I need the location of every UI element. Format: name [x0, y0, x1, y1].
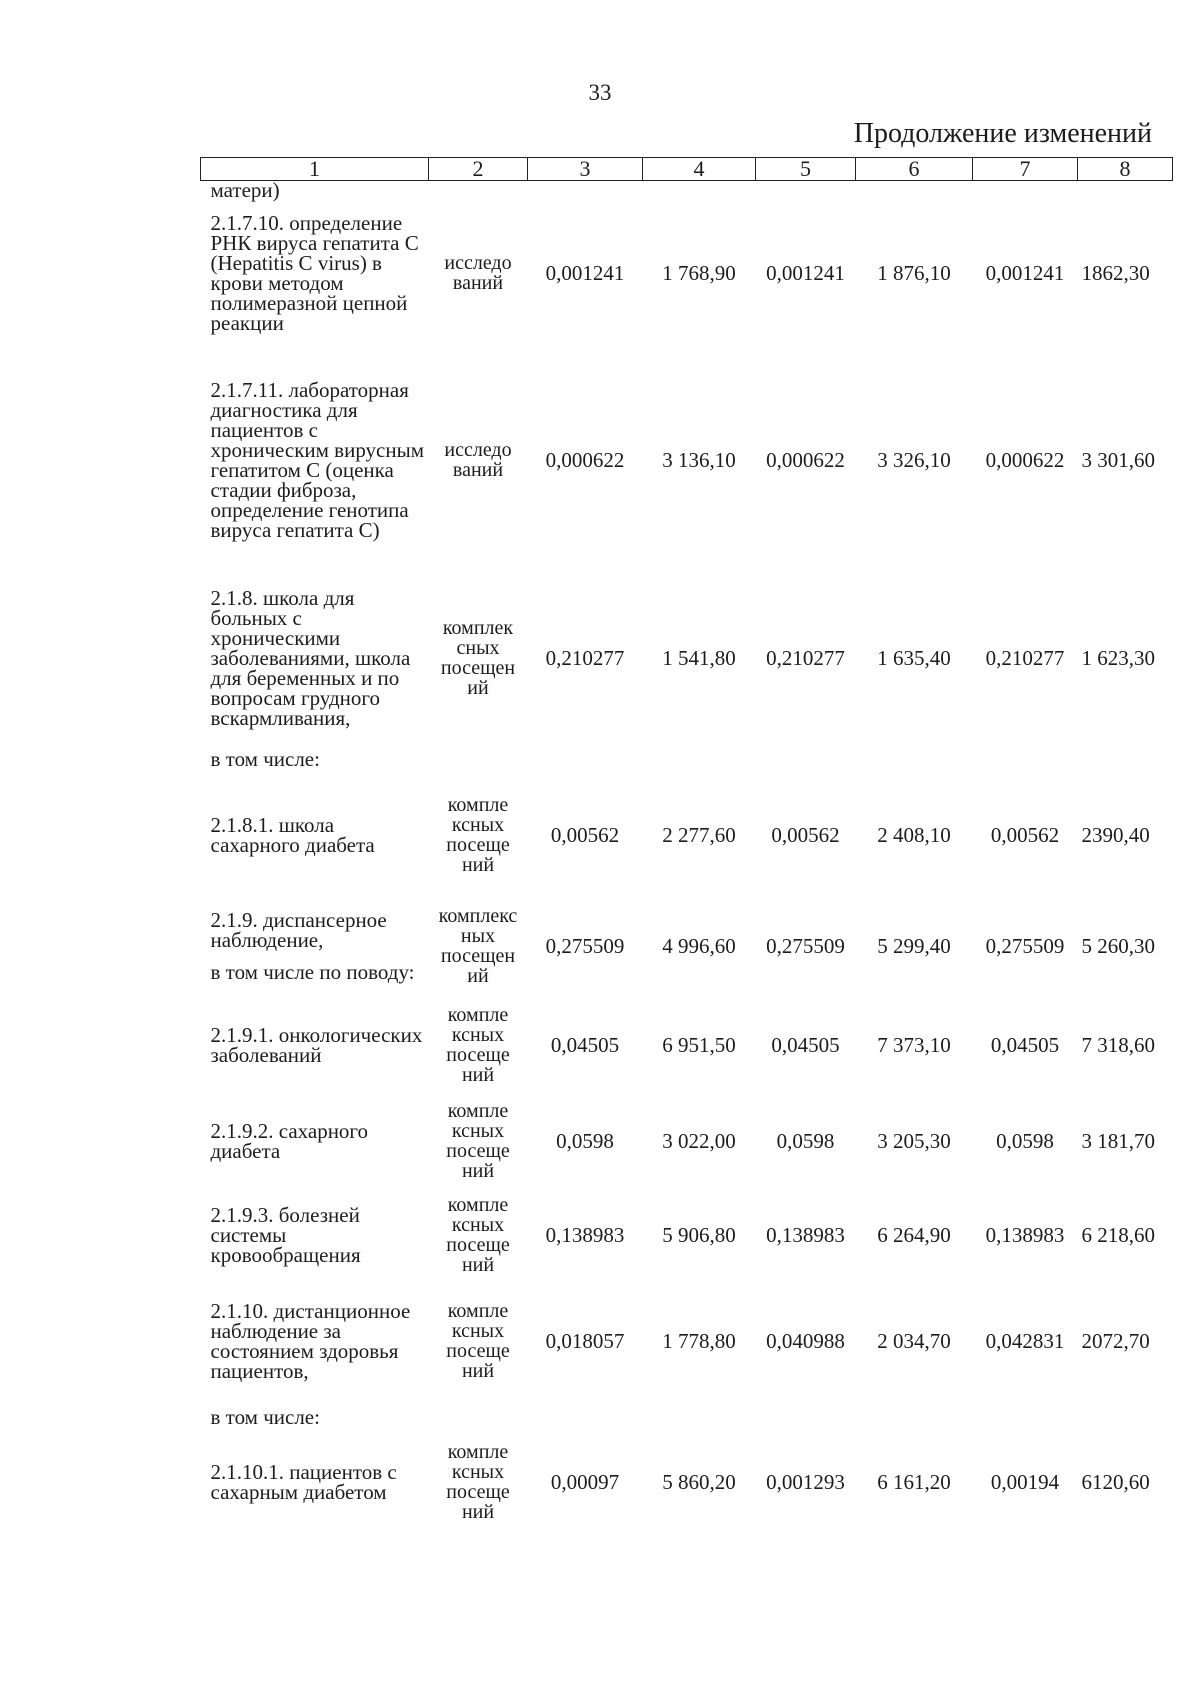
- row-value: [856, 181, 973, 200]
- row-value: [856, 1401, 973, 1433]
- row-value: [1078, 181, 1173, 200]
- row-value: 2072,70: [1081, 1328, 1150, 1353]
- row-unit: [429, 743, 528, 775]
- row-value: 0,138983: [985, 1222, 1065, 1247]
- row-name: в том числе:: [210, 747, 320, 771]
- row-value: [1078, 1401, 1173, 1433]
- row-name-cell: [201, 895, 429, 997]
- row-unit: компле ксных посеще ний: [446, 794, 510, 876]
- row-name: 2.1.9. диспансерное наблюдение,: [210, 908, 387, 952]
- row-value: [756, 1401, 856, 1433]
- row-subtitle: в том числе по поводу:: [210, 960, 415, 984]
- column-header: 2: [429, 158, 528, 181]
- row-value: 3 205,30: [877, 1128, 951, 1153]
- row-value: 0,000622: [766, 447, 845, 472]
- row-unit: [429, 181, 528, 200]
- row-value: 0,001241: [985, 260, 1065, 285]
- row-value: 0,138983: [766, 1222, 845, 1247]
- row-value: [973, 743, 1078, 775]
- row-value: 0,0598: [556, 1128, 614, 1153]
- row-value: 1 635,40: [877, 645, 951, 670]
- table-row: [201, 573, 1173, 743]
- row-value: [643, 181, 756, 200]
- row-unit: компле ксных посеще ний: [446, 1004, 510, 1086]
- row-value: 6 264,90: [877, 1222, 951, 1247]
- row-value: 0,018057: [545, 1328, 625, 1353]
- row-value: 0,0598: [996, 1128, 1054, 1153]
- row-name: 2.1.8.1. школа сахарного диабета: [210, 813, 375, 857]
- row-value: [856, 743, 973, 775]
- row-value: 0,04505: [990, 1032, 1060, 1057]
- row-value: 0,275509: [985, 933, 1065, 958]
- row-value: 6 218,60: [1081, 1222, 1155, 1247]
- row-value: 0,040988: [766, 1328, 845, 1353]
- row-value: 0,275509: [766, 933, 845, 958]
- row-value: 7 373,10: [877, 1032, 951, 1057]
- row-value: [756, 181, 856, 200]
- row-value: 5 299,40: [877, 933, 951, 958]
- row-unit: компле ксных посеще ний: [446, 1100, 510, 1182]
- row-value: 3 136,10: [662, 447, 736, 472]
- table-row: [201, 199, 1173, 347]
- row-name: 2.1.10.1. пациентов с сахарным диабетом: [210, 1460, 397, 1504]
- row-value: 0,001293: [766, 1469, 845, 1494]
- row-value: [643, 743, 756, 775]
- row-name: 2.1.7.10. определение РНК вируса гепатита C (Hepatitis C virus) в крови методом полимеразной цепной реакции: [210, 211, 419, 335]
- row-value: 0,042831: [985, 1328, 1065, 1353]
- page-number: 33: [588, 80, 612, 105]
- row-value: [1078, 743, 1173, 775]
- row-name: 2.1.9.2. сахарного диабета: [210, 1119, 369, 1163]
- row-value: 0,04505: [771, 1032, 840, 1057]
- table-row: [201, 181, 1173, 200]
- row-value: [528, 181, 643, 200]
- row-value: 3 326,10: [877, 447, 951, 472]
- row-value: 0,210277: [985, 645, 1065, 670]
- row-value: 2 408,10: [877, 822, 951, 847]
- row-name: 2.1.9.1. онкологических заболеваний: [210, 1023, 423, 1067]
- table-row: [201, 1093, 1173, 1189]
- table-row: [201, 1281, 1173, 1401]
- row-name: 2.1.10. дистанционное наблюдение за состоянием здоровья пациентов,: [210, 1299, 411, 1383]
- row-value: 6 951,50: [662, 1032, 736, 1057]
- column-header: 6: [856, 158, 973, 181]
- row-value: 5 260,30: [1081, 933, 1155, 958]
- table-row: [201, 347, 1173, 573]
- column-header: 5: [756, 158, 856, 181]
- row-name: в том числе:: [210, 1405, 320, 1429]
- row-unit: исследо ваний: [444, 439, 512, 481]
- column-header: 4: [643, 158, 756, 181]
- row-value: [756, 743, 856, 775]
- column-header: 3: [528, 158, 643, 181]
- row-value: 2 034,70: [877, 1328, 951, 1353]
- row-value: [643, 1401, 756, 1433]
- row-value: [973, 1401, 1078, 1433]
- row-value: 0,00562: [771, 822, 840, 847]
- row-unit: комплек сных посещен ий: [440, 617, 516, 699]
- row-value: 0,275509: [545, 933, 625, 958]
- row-value: 0,001241: [545, 260, 625, 285]
- row-unit: компле ксных посеще ний: [446, 1441, 510, 1523]
- changes-table: [200, 157, 1173, 1531]
- row-value: 0,00097: [550, 1469, 620, 1494]
- row-value: 0,0598: [776, 1128, 835, 1153]
- row-value: 0,00562: [990, 822, 1060, 847]
- column-header: 8: [1078, 158, 1173, 181]
- row-value: 0,138983: [545, 1222, 625, 1247]
- row-name: 2.1.7.11. лабораторная диагностика для пациентов с хроническим вирусным гепатитом C (оценка стадии фиброза, определение генотипа вируса гепатита C): [210, 378, 425, 542]
- row-value: 0,04505: [550, 1032, 620, 1057]
- row-name: 2.1.8. школа для больных с хроническими заболеваниями, школа для беременных и по вопросам грудного вскармливания,: [210, 586, 411, 730]
- row-value: 7 318,60: [1081, 1032, 1155, 1057]
- row-value: 3 301,60: [1081, 447, 1155, 472]
- table-row: [201, 1401, 1173, 1433]
- table-row: [201, 743, 1173, 775]
- row-value: 5 906,80: [662, 1222, 736, 1247]
- row-value: 1 768,90: [662, 260, 736, 285]
- row-value: 2390,40: [1081, 822, 1150, 847]
- row-value: 0,210277: [766, 645, 845, 670]
- row-value: [973, 181, 1078, 200]
- row-unit: комплекс ных посещен ий: [438, 905, 518, 987]
- row-value: 1 541,80: [662, 645, 736, 670]
- column-header: 1: [201, 158, 429, 181]
- row-value: 6120,60: [1081, 1469, 1150, 1494]
- continuation-title: Продолжение изменений: [853, 118, 1152, 149]
- row-value: 1862,30: [1081, 260, 1150, 285]
- row-value: [528, 1401, 643, 1433]
- row-value: 1 778,80: [662, 1328, 736, 1353]
- row-unit: [429, 1401, 528, 1433]
- row-value: 6 161,20: [877, 1469, 951, 1494]
- table-row: [201, 997, 1173, 1093]
- row-name: матери): [210, 178, 280, 202]
- row-unit: исследо ваний: [444, 252, 512, 294]
- column-header: 7: [973, 158, 1078, 181]
- row-value: 1 876,10: [877, 260, 951, 285]
- row-value: 0,00562: [550, 822, 620, 847]
- row-value: [528, 743, 643, 775]
- column-number-row: [201, 158, 1173, 181]
- row-value: 4 996,60: [662, 933, 736, 958]
- row-name: 2.1.9.3. болезней системы кровообращения: [210, 1203, 361, 1267]
- row-value: 1 623,30: [1081, 645, 1155, 670]
- row-value: 0,000622: [985, 447, 1065, 472]
- table-row: [201, 895, 1173, 997]
- row-value: 3 181,70: [1081, 1128, 1155, 1153]
- row-value: 0,00194: [990, 1469, 1060, 1494]
- table-row: [201, 1189, 1173, 1281]
- table-row: [201, 775, 1173, 895]
- row-value: 0,210277: [545, 645, 625, 670]
- row-unit: компле ксных посеще ний: [446, 1300, 510, 1382]
- table-row: [201, 1433, 1173, 1531]
- row-value: 3 022,00: [662, 1128, 736, 1153]
- row-unit: компле ксных посеще ний: [446, 1194, 510, 1276]
- row-value: 2 277,60: [662, 822, 736, 847]
- row-value: 5 860,20: [662, 1469, 736, 1494]
- row-value: 0,001241: [766, 260, 845, 285]
- row-value: 0,000622: [545, 447, 625, 472]
